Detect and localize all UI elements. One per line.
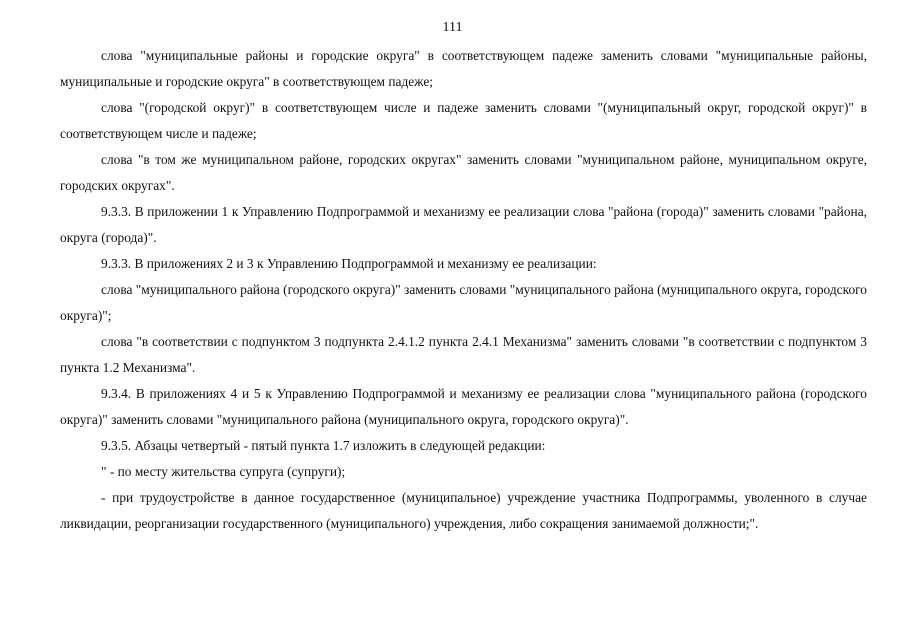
page-number: 111 — [442, 20, 463, 35]
paragraph-3: слова "в том же муниципальном районе, городских округах" заменить словами "муниципальном районе, муниципальном округе, городских округах". — [60, 152, 867, 193]
paragraph-2: слова "(городской округ)" в соответствующем числе и падеже заменить словами "(муниципальный округ, городской округ)" в соответствующем числе и падеже; — [60, 100, 867, 141]
paragraph-4: 9.3.3. В приложении 1 к Управлению Подпрограммой и механизму ее реализации слова "района (города)" заменить словами "района, округа (города)". — [60, 204, 867, 245]
paragraph-7: слова "в соответствии с подпунктом 3 подпункта 2.4.1.2 пункта 2.4.1 Механизма" заменить словами "в соответствии с подпунктом 3 пункта 1.2 Механизма". — [60, 334, 867, 375]
document-body — [60, 43, 867, 537]
paragraph-5: 9.3.3. В приложениях 2 и 3 к Управлению Подпрограммой и механизму ее реализации: — [101, 256, 597, 271]
paragraph-11: - при трудоустройстве в данное государственное (муниципальное) учреждение участника Подпрограммы, уволенного в случае ликвидации, реорганизации государственного (муниципального) учреждения, либо сокращения занимаемой должности;". — [60, 490, 867, 531]
paragraph-6: слова "муниципального района (городского округа)" заменить словами "муниципального района (муниципального округа, городского округа)"; — [60, 282, 867, 323]
paragraph-8: 9.3.4. В приложениях 4 и 5 к Управлению Подпрограммой и механизму ее реализации слова "муниципального района (городского округа)" заменить словами "муниципального района (муниципального округа, городского округа)". — [60, 386, 867, 427]
paragraph-10: " - по месту жительства супруга (супруги); — [101, 464, 346, 479]
paragraph-1: слова "муниципальные районы и городские округа" в соответствующем падеже заменить словами "муниципальные районы, муниципальные и городские округа" в соответствующем падеже; — [60, 48, 867, 89]
paragraph-9: 9.3.5. Абзацы четвертый - пятый пункта 1.7 изложить в следующей редакции: — [101, 438, 546, 453]
